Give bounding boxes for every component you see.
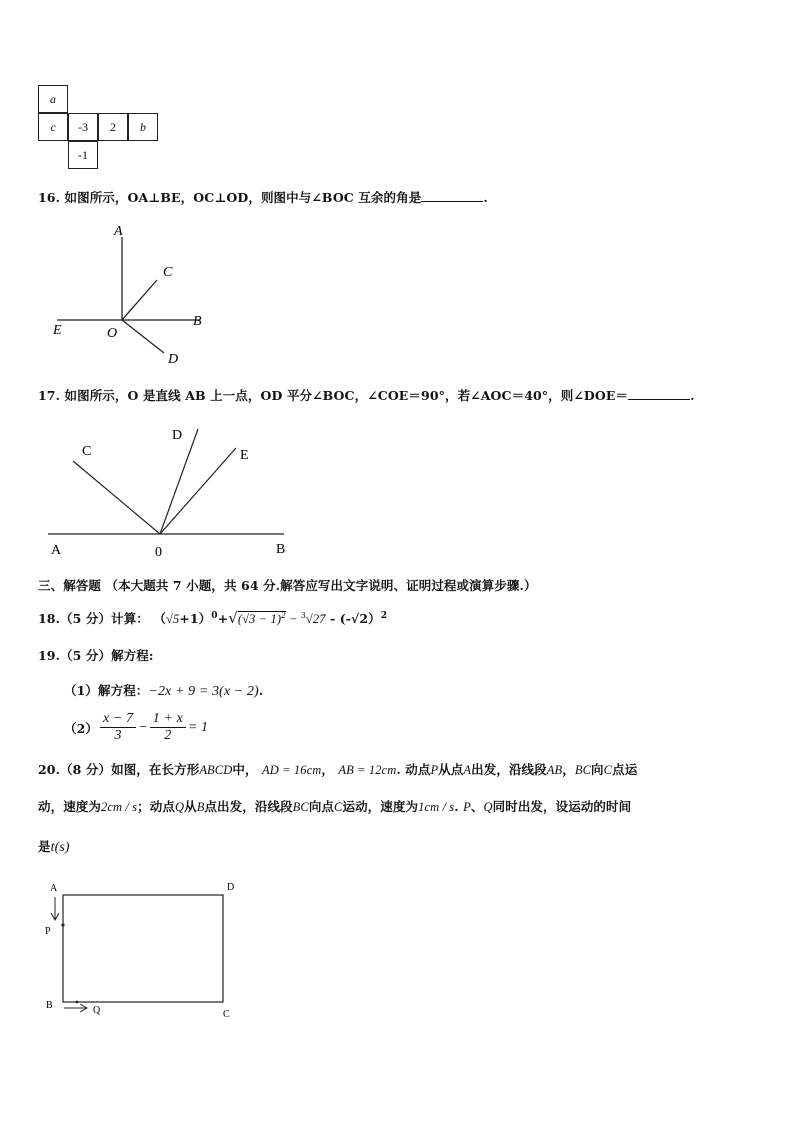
label-C: C (82, 444, 92, 459)
text: 是 (38, 839, 51, 854)
text: . 动点 (396, 762, 431, 777)
question-score: （5 分） (60, 611, 112, 626)
point-p (61, 923, 64, 926)
label-A: A (51, 543, 62, 558)
question-number: 18. (38, 611, 61, 626)
rectangle-abcd (63, 895, 223, 1002)
math: P (463, 800, 471, 814)
label-C: C (163, 265, 173, 280)
question-20-line-3 (38, 837, 70, 856)
label-B: B (276, 542, 286, 557)
denominator: 2 (164, 728, 172, 743)
equation: −2x + 9 = 3(x − 2) (148, 684, 259, 699)
question-20-line-2 (38, 797, 631, 815)
question-number: 16. (38, 190, 61, 205)
point-q (76, 1001, 79, 1004)
question-19-part-2 (64, 711, 208, 744)
section-3-header (38, 576, 537, 594)
math: Q (483, 800, 493, 814)
period: . (258, 683, 264, 698)
net-cell-neg3: -3 (68, 113, 98, 141)
question-score: （5 分） (60, 648, 112, 663)
question-19-part-1 (64, 681, 263, 700)
text: ， (562, 762, 575, 777)
text: 中， (232, 762, 258, 777)
text: 动，速度为 (38, 799, 102, 814)
q16-figure (40, 215, 230, 370)
question-label: 计算： (111, 611, 149, 626)
expression (153, 611, 387, 626)
net-cell-neg1: -1 (68, 141, 98, 169)
question-19 (38, 646, 154, 664)
math: C (603, 763, 613, 777)
label-O: 0 (155, 545, 162, 560)
question-16 (38, 188, 488, 206)
expr-part: √27 (305, 612, 326, 626)
period: . (690, 388, 695, 403)
net-cell-b: b (128, 113, 158, 141)
text: 同时出发，设运动的时间 (492, 799, 632, 814)
answer-blank (628, 388, 690, 400)
label-O: O (107, 326, 118, 341)
math: B (196, 800, 205, 814)
label-C: C (223, 1009, 230, 1020)
denominator: 3 (114, 728, 122, 743)
answer-blank (421, 190, 483, 202)
math: 2cm / s (101, 800, 138, 814)
label-P: P (45, 926, 51, 937)
section-note: （本大题共 7 小题，共 64 分.解答应写出文字说明、证明过程或演算步骤.） (105, 578, 537, 593)
text: 从 (184, 799, 197, 814)
question-text: 如图所示，O 是直线 AB 上一点，OD 平分∠BOC，∠COE＝90°，若∠AOC＝40°，则∠DOE＝ (64, 388, 629, 403)
math: Q (174, 800, 185, 814)
equation-rhs: = 1 (187, 719, 209, 735)
root-index: 3 (300, 610, 306, 620)
question-label: 解方程: (111, 648, 154, 663)
math: P (430, 763, 439, 777)
text: 从点 (438, 762, 464, 777)
label-D: D (227, 882, 235, 893)
net-cell-c: c (38, 113, 68, 141)
math: AD = 16cm (262, 763, 322, 777)
numerator: 1 + x (150, 711, 186, 728)
text: 、 (470, 799, 484, 814)
expr-part: - (-√2） (325, 611, 381, 626)
label-A: A (114, 224, 123, 239)
q20-rectangle-figure (40, 875, 250, 1025)
text: . (454, 799, 459, 814)
question-text: 如图所示，OA⊥BE，OC⊥OD，则图中与∠BOC 互余的角是 (64, 190, 422, 205)
text: ；动点 (137, 799, 175, 814)
label-B: B (193, 314, 202, 329)
question-17 (38, 386, 695, 404)
expr-part: +1） (179, 611, 212, 626)
math: C (334, 800, 343, 814)
math: BC (292, 800, 309, 814)
expr-part: − (285, 612, 301, 626)
question-18 (38, 609, 387, 627)
label-E: E (53, 323, 62, 338)
label-B: B (46, 1000, 53, 1011)
question-number: 19. (38, 648, 61, 663)
text: 向 (591, 762, 604, 777)
text: ， (321, 762, 334, 777)
label-D: D (172, 428, 183, 443)
text: 向点 (308, 799, 335, 814)
question-number: 20. (38, 762, 61, 777)
math: ABCD (199, 763, 233, 777)
math: t(s) (50, 840, 70, 855)
period: . (483, 190, 488, 205)
minus-sign: − (138, 719, 148, 735)
question-number: 17. (38, 388, 61, 403)
math: AB = 12cm (338, 763, 397, 777)
text: 点运 (612, 762, 638, 777)
expr-part: √5 (165, 612, 180, 626)
part-label: （1）解方程： (64, 683, 149, 698)
math: BC (574, 763, 592, 777)
expr-part: + (217, 611, 229, 626)
text: 如图，在长方形 (111, 762, 200, 777)
fraction-2 (150, 711, 186, 744)
part-label: （2） (64, 720, 98, 736)
text: 运动，速度为 (342, 799, 419, 814)
label-D: D (168, 352, 179, 367)
label-E: E (240, 448, 249, 463)
sqrt-sign: √ (228, 609, 238, 627)
numerator: x − 7 (100, 711, 136, 728)
math: A (463, 763, 472, 777)
exponent: 2 (380, 610, 388, 621)
expr-part: （ (153, 611, 166, 626)
net-cell-2: 2 (98, 113, 128, 141)
question-score: （8 分） (60, 762, 112, 777)
text: 点出发，沿线段 (204, 799, 293, 814)
fraction-1 (100, 711, 136, 744)
math: 1cm / s (418, 800, 455, 814)
q17-figure (40, 420, 300, 562)
sqrt-body (238, 611, 286, 626)
math: AB (546, 763, 563, 777)
net-cell-a: a (38, 85, 68, 113)
label-A: A (50, 883, 58, 894)
exponent: 0 (211, 610, 218, 621)
section-title: 三、解答题 (38, 578, 102, 593)
label-Q: Q (93, 1005, 101, 1016)
text: 出发，沿线段 (471, 762, 547, 777)
question-20-line-1 (38, 760, 637, 778)
exponent: 2 (281, 609, 286, 620)
sqrt-inner: (√3 − 1) (237, 612, 282, 626)
